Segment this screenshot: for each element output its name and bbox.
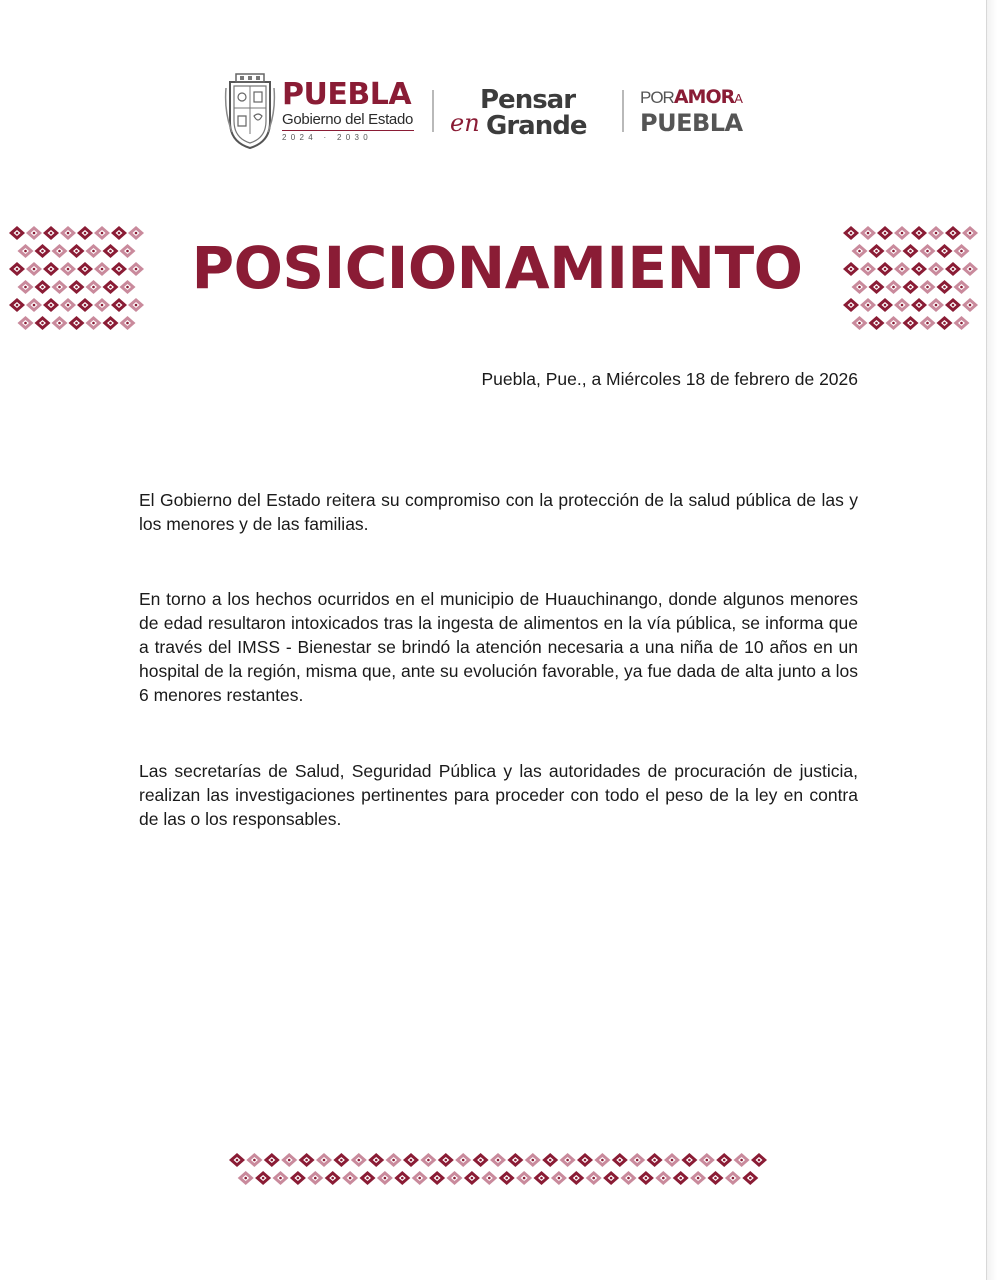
pattern-diamond bbox=[629, 1153, 645, 1167]
pattern-diamond bbox=[238, 1171, 254, 1185]
pattern-diamond bbox=[299, 1153, 315, 1167]
pattern-diamond bbox=[43, 262, 59, 276]
logo-amor-suffix: A bbox=[734, 91, 743, 106]
pattern-diamond bbox=[35, 244, 51, 258]
pattern-diamond bbox=[429, 1171, 445, 1185]
pattern-diamond bbox=[386, 1153, 402, 1167]
pattern-diamond bbox=[928, 262, 944, 276]
pattern-diamond bbox=[681, 1153, 697, 1167]
pattern-diamond bbox=[612, 1153, 628, 1167]
logo-pensar-line2: Grande bbox=[486, 111, 587, 141]
pattern-diamond bbox=[490, 1153, 506, 1167]
pattern-diamond bbox=[954, 280, 970, 294]
pattern-diamond bbox=[481, 1171, 497, 1185]
logo-pensar-line1: Pensar bbox=[480, 85, 576, 115]
pattern-diamond bbox=[877, 298, 893, 312]
pattern-diamond bbox=[954, 244, 970, 258]
pattern-diamond bbox=[911, 262, 927, 276]
pattern-diamond bbox=[664, 1153, 680, 1167]
pattern-diamond bbox=[412, 1171, 428, 1185]
pattern-diamond bbox=[911, 226, 927, 240]
pattern-diamond bbox=[120, 244, 136, 258]
pattern-diamond bbox=[886, 244, 902, 258]
logo-puebla-subtitle: Gobierno del Estado bbox=[282, 111, 414, 128]
pattern-diamond bbox=[438, 1153, 454, 1167]
pattern-diamond bbox=[103, 316, 119, 330]
pattern-diamond bbox=[843, 298, 859, 312]
paragraph-2: En torno a los hechos ocurridos en el municipio de Huauchinango, donde algunos menores de edad resultaron intoxicados tras la ingesta de alimentos en la vía pública, se informa que a través del IMSS - Bienestar se brindó la atención necesaria a una niña de 10 años en un hospital de la región, misma que, ante su evolución favorable, ya fue dada de alta junto a los 6 menores restantes. bbox=[139, 589, 858, 705]
pattern-diamond bbox=[843, 262, 859, 276]
pattern-diamond bbox=[843, 226, 859, 240]
pattern-diamond bbox=[928, 226, 944, 240]
pattern-diamond bbox=[60, 226, 76, 240]
pattern-diamond bbox=[9, 298, 25, 312]
pattern-diamond bbox=[603, 1171, 619, 1185]
pensar-en-grande-logo bbox=[450, 79, 606, 143]
pattern-diamond bbox=[647, 1153, 663, 1167]
pattern-diamond bbox=[568, 1171, 584, 1185]
pattern-diamond bbox=[103, 244, 119, 258]
pattern-diamond bbox=[734, 1153, 750, 1167]
pattern-diamond bbox=[69, 280, 85, 294]
pattern-diamond bbox=[18, 316, 34, 330]
pattern-diamond bbox=[86, 316, 102, 330]
pattern-diamond bbox=[928, 298, 944, 312]
pattern-diamond bbox=[945, 298, 961, 312]
pattern-diamond bbox=[255, 1171, 271, 1185]
pattern-diamond bbox=[716, 1153, 732, 1167]
pattern-diamond bbox=[128, 262, 144, 276]
pattern-diamond bbox=[307, 1171, 323, 1185]
pattern-diamond bbox=[325, 1171, 341, 1185]
logo-amor-line2: PUEBLA bbox=[640, 109, 743, 137]
pattern-diamond bbox=[852, 280, 868, 294]
pattern-diamond bbox=[852, 244, 868, 258]
pattern-diamond bbox=[43, 226, 59, 240]
pattern-diamond bbox=[860, 226, 876, 240]
pattern-diamond bbox=[111, 262, 127, 276]
pattern-diamond bbox=[94, 226, 110, 240]
pattern-diamond bbox=[52, 244, 68, 258]
pattern-diamond bbox=[920, 316, 936, 330]
pattern-diamond bbox=[94, 298, 110, 312]
pattern-diamond bbox=[52, 316, 68, 330]
pattern-diamond bbox=[860, 298, 876, 312]
document-title: POSICIONAMIENTO bbox=[191, 234, 803, 302]
dateline: Puebla, Pue., a Miércoles 18 de febrero de 2026 bbox=[481, 369, 858, 389]
pattern-diamond bbox=[9, 226, 25, 240]
pattern-diamond bbox=[725, 1171, 741, 1185]
pattern-diamond bbox=[351, 1153, 367, 1167]
puebla-government-logo bbox=[282, 77, 416, 142]
page-edge-line bbox=[986, 0, 987, 1280]
pattern-diamond bbox=[560, 1153, 576, 1167]
pattern-diamond bbox=[120, 316, 136, 330]
pattern-diamond bbox=[368, 1153, 384, 1167]
pattern-diamond bbox=[655, 1171, 671, 1185]
pattern-diamond bbox=[333, 1153, 349, 1167]
pattern-diamond bbox=[886, 280, 902, 294]
logo-puebla-title: PUEBLA bbox=[282, 77, 412, 112]
decorative-pattern-right bbox=[842, 224, 984, 332]
pattern-diamond bbox=[551, 1171, 567, 1185]
pattern-diamond bbox=[111, 298, 127, 312]
logo-amor-prefix: POR bbox=[640, 88, 674, 107]
pattern-diamond bbox=[852, 316, 868, 330]
pattern-diamond bbox=[86, 280, 102, 294]
pattern-diamond bbox=[869, 244, 885, 258]
logo-amor-highlight: AMOR bbox=[673, 86, 735, 108]
pattern-diamond bbox=[69, 316, 85, 330]
pattern-diamond bbox=[638, 1171, 654, 1185]
pattern-diamond bbox=[937, 244, 953, 258]
pattern-diamond bbox=[420, 1153, 436, 1167]
pattern-diamond bbox=[577, 1153, 593, 1167]
pattern-diamond bbox=[342, 1171, 358, 1185]
pattern-diamond bbox=[911, 298, 927, 312]
pattern-diamond bbox=[447, 1171, 463, 1185]
pattern-diamond bbox=[594, 1153, 610, 1167]
pattern-diamond bbox=[962, 226, 978, 240]
pattern-diamond bbox=[35, 280, 51, 294]
pattern-diamond bbox=[586, 1171, 602, 1185]
pattern-diamond bbox=[103, 280, 119, 294]
pattern-diamond bbox=[60, 298, 76, 312]
pattern-diamond bbox=[751, 1153, 767, 1167]
pattern-diamond bbox=[9, 262, 25, 276]
por-amor-a-puebla-logo bbox=[640, 86, 770, 136]
pattern-diamond bbox=[455, 1153, 471, 1167]
pattern-diamond bbox=[128, 298, 144, 312]
pattern-diamond bbox=[281, 1153, 297, 1167]
pattern-diamond bbox=[35, 316, 51, 330]
pattern-diamond bbox=[937, 280, 953, 294]
page-edge-shadow bbox=[987, 0, 997, 1280]
pattern-diamond bbox=[77, 226, 93, 240]
pattern-diamond bbox=[43, 298, 59, 312]
pattern-diamond bbox=[111, 226, 127, 240]
pattern-diamond bbox=[869, 280, 885, 294]
pattern-diamond bbox=[945, 226, 961, 240]
pattern-diamond bbox=[473, 1153, 489, 1167]
pattern-diamond bbox=[69, 244, 85, 258]
pattern-diamond bbox=[403, 1153, 419, 1167]
pattern-diamond bbox=[894, 298, 910, 312]
decorative-pattern-left bbox=[8, 224, 150, 332]
pattern-diamond bbox=[516, 1171, 532, 1185]
pattern-diamond bbox=[920, 280, 936, 294]
pattern-diamond bbox=[945, 262, 961, 276]
pattern-diamond bbox=[903, 316, 919, 330]
pattern-diamond bbox=[128, 226, 144, 240]
pattern-diamond bbox=[542, 1153, 558, 1167]
pattern-diamond bbox=[464, 1171, 480, 1185]
logo-divider bbox=[622, 90, 624, 132]
pattern-diamond bbox=[360, 1171, 376, 1185]
pattern-diamond bbox=[869, 316, 885, 330]
pattern-diamond bbox=[26, 226, 42, 240]
pattern-diamond bbox=[886, 316, 902, 330]
pattern-diamond bbox=[962, 298, 978, 312]
pattern-diamond bbox=[77, 262, 93, 276]
pattern-diamond bbox=[60, 262, 76, 276]
pattern-diamond bbox=[264, 1153, 280, 1167]
header-logo-bar bbox=[224, 66, 770, 156]
pattern-diamond bbox=[621, 1171, 637, 1185]
logo-divider bbox=[432, 90, 434, 132]
pattern-diamond bbox=[86, 244, 102, 258]
pattern-diamond bbox=[94, 262, 110, 276]
pattern-diamond bbox=[525, 1153, 541, 1167]
pattern-diamond bbox=[77, 298, 93, 312]
logo-pensar-script: en bbox=[450, 109, 480, 137]
pattern-diamond bbox=[120, 280, 136, 294]
logo-puebla-years: 2024 · 2030 bbox=[282, 130, 414, 142]
pattern-diamond bbox=[377, 1171, 393, 1185]
pattern-diamond bbox=[316, 1153, 332, 1167]
pattern-diamond bbox=[877, 226, 893, 240]
pattern-diamond bbox=[18, 244, 34, 258]
pattern-diamond bbox=[903, 280, 919, 294]
pattern-diamond bbox=[894, 262, 910, 276]
pattern-diamond bbox=[26, 298, 42, 312]
pattern-diamond bbox=[742, 1171, 758, 1185]
pattern-diamond bbox=[290, 1171, 306, 1185]
decorative-pattern-bottom bbox=[228, 1151, 768, 1189]
coat-of-arms-icon bbox=[224, 72, 276, 150]
pattern-diamond bbox=[246, 1153, 262, 1167]
pattern-diamond bbox=[229, 1153, 245, 1167]
pattern-diamond bbox=[52, 280, 68, 294]
pattern-diamond bbox=[18, 280, 34, 294]
pattern-diamond bbox=[690, 1171, 706, 1185]
pattern-diamond bbox=[394, 1171, 410, 1185]
pattern-diamond bbox=[499, 1171, 515, 1185]
pattern-diamond bbox=[708, 1171, 724, 1185]
pattern-diamond bbox=[673, 1171, 689, 1185]
pattern-diamond bbox=[954, 316, 970, 330]
paragraph-1: El Gobierno del Estado reitera su compromiso con la protección de la salud pública de las y los menores y de las familias. bbox=[139, 490, 858, 534]
pattern-diamond bbox=[860, 262, 876, 276]
pattern-diamond bbox=[937, 316, 953, 330]
pattern-diamond bbox=[877, 262, 893, 276]
paragraph-3: Las secretarías de Salud, Seguridad Pública y las autoridades de procuración de justicia, realizan las investigaciones pertinentes para proceder con todo el peso de la ley en contra de las o los responsables. bbox=[139, 761, 858, 829]
pattern-diamond bbox=[507, 1153, 523, 1167]
pattern-diamond bbox=[26, 262, 42, 276]
pattern-diamond bbox=[894, 226, 910, 240]
pattern-diamond bbox=[534, 1171, 550, 1185]
pattern-diamond bbox=[903, 244, 919, 258]
pattern-diamond bbox=[699, 1153, 715, 1167]
pattern-diamond bbox=[962, 262, 978, 276]
pattern-diamond bbox=[920, 244, 936, 258]
pattern-diamond bbox=[273, 1171, 289, 1185]
